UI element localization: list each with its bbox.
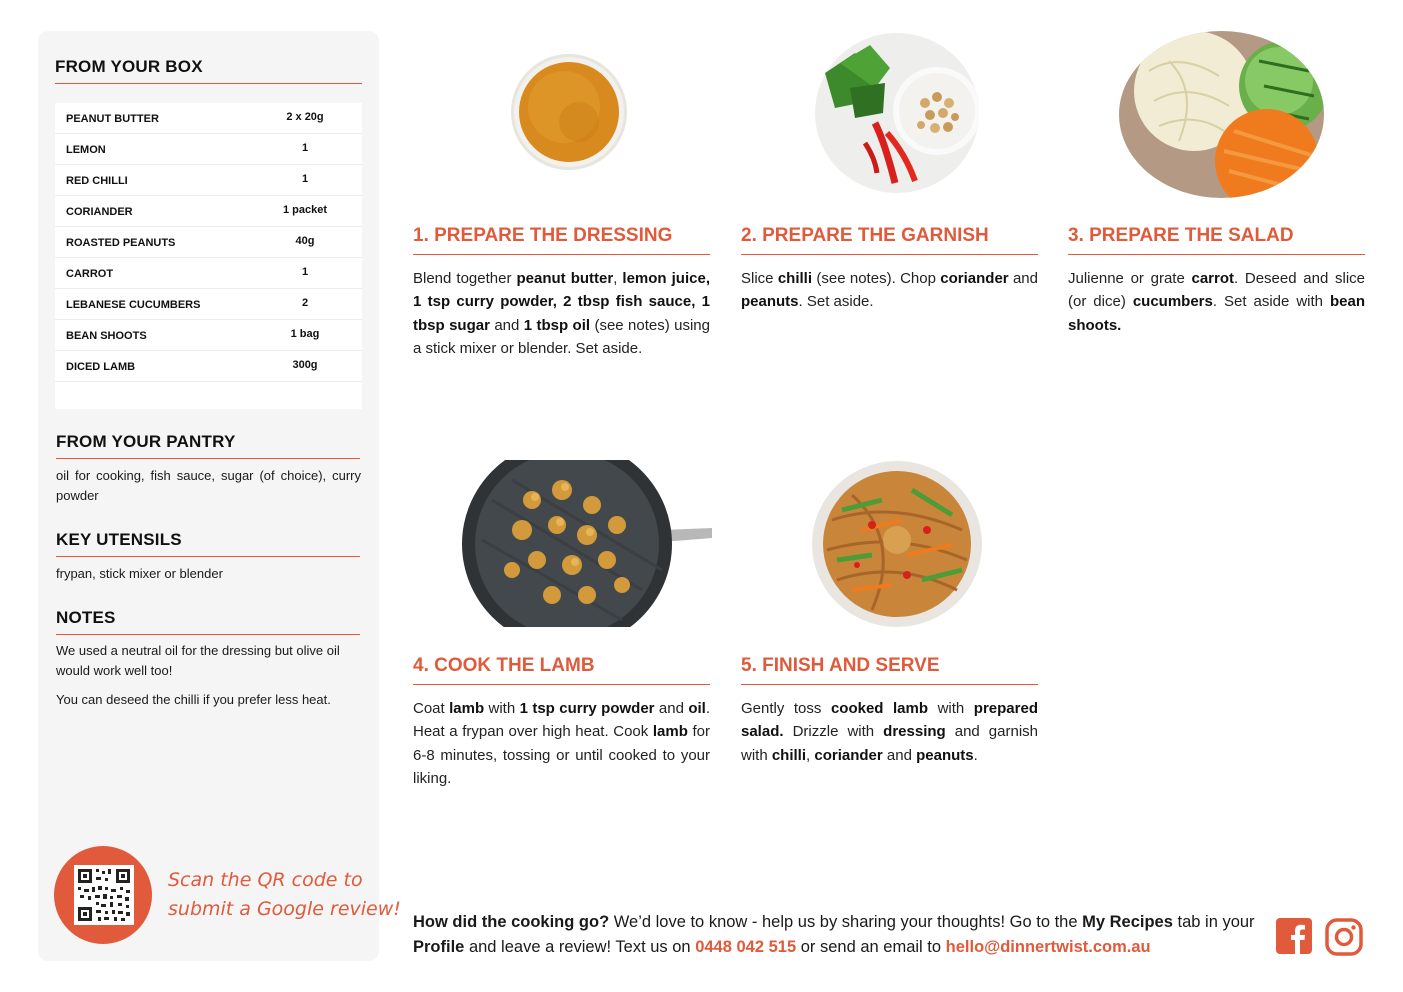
notes-title-rule xyxy=(56,634,360,635)
pantry-title-rule xyxy=(56,458,360,459)
my-recipes-link[interactable]: My Recipes xyxy=(1082,913,1173,931)
step-2-title: 2. PREPARE THE GARNISH xyxy=(741,225,989,246)
ingredient-qty: 1 xyxy=(301,173,309,185)
box-title: FROM YOUR BOX xyxy=(55,57,203,76)
note-1: We used a neutral oil for the dressing but olive oil would work well too! xyxy=(56,643,340,678)
box-title-rule xyxy=(55,83,362,84)
step-text-bold: coriander xyxy=(814,746,883,764)
utensils-title-rule xyxy=(56,556,360,557)
step-text-run: (see notes) using a stick mixer or blender. Set aside. xyxy=(413,316,710,357)
step-text-run: with xyxy=(484,700,520,717)
qr-caption-line2: submit a Google review! xyxy=(168,898,401,920)
step-text-bold: 1 tbsp oil xyxy=(523,316,591,334)
ingredient-row xyxy=(55,134,362,165)
facebook-icon[interactable] xyxy=(1276,918,1314,956)
step-text-run: , xyxy=(613,270,623,287)
step-5-rule xyxy=(741,684,1038,685)
step-text-bold: lemon juice, 1 tsp curry powder, 2 tbsp fish sauce, 1 tbsp sugar xyxy=(413,270,710,334)
step-1-title: 1. PREPARE THE DRESSING xyxy=(413,225,673,246)
ingredient-name: RED CHILLI xyxy=(66,175,128,187)
ingredient-name: CARROT xyxy=(66,268,114,280)
feedback-text-3: and leave a review! Text us on xyxy=(464,938,696,956)
step-text-bold: 1 tsp curry powder xyxy=(519,700,655,717)
ingredient-qty: 1 xyxy=(301,266,309,278)
feedback-text-2: tab in your xyxy=(1172,913,1255,931)
step-text-bold: dressing xyxy=(883,723,946,741)
step-text-run: (see notes). Chop xyxy=(812,270,941,287)
ingredient-row xyxy=(55,165,362,196)
lamb-pan-photo xyxy=(462,460,714,627)
feedback-message xyxy=(413,910,1263,960)
step-1-rule xyxy=(413,254,710,255)
ingredient-qty: 300g xyxy=(292,359,318,371)
finished-dish-photo xyxy=(812,460,982,627)
step-text-bold: peanut butter xyxy=(516,270,614,287)
step-text-bold: chilli xyxy=(777,270,813,287)
qr-caption xyxy=(168,866,401,924)
ingredient-qty: 2 x 20g xyxy=(286,111,324,123)
step-5-title: 5. FINISH AND SERVE xyxy=(741,655,940,676)
notes-title: NOTES xyxy=(56,608,116,627)
step-4-rule xyxy=(413,684,710,685)
feedback-text-4: or send an email to xyxy=(796,938,946,956)
pantry-text: oil for cooking, fish sauce, sugar (of choice), curry powder xyxy=(56,468,361,503)
ingredient-row xyxy=(55,320,362,351)
step-text-bold: peanuts xyxy=(916,746,974,764)
ingredient-row xyxy=(55,196,362,227)
step-text-bold: chilli xyxy=(771,746,807,764)
ingredient-qty: 2 xyxy=(301,297,309,309)
step-text-run: Gently toss xyxy=(741,700,831,717)
step-text-run: , xyxy=(806,746,815,764)
ingredient-name: BEAN SHOOTS xyxy=(66,330,147,342)
note-2: You can deseed the chilli if you prefer less heat. xyxy=(56,692,331,707)
email-link[interactable]: hello@dinnertwist.com.au xyxy=(945,938,1151,956)
qr-caption-line1: Scan the QR code to xyxy=(168,869,363,891)
feedback-text-1: We’d love to know - help us by sharing your thoughts! Go to the xyxy=(609,913,1083,931)
step-text-bold: prepared salad. xyxy=(741,700,1038,741)
step-text-run: Drizzle with xyxy=(783,723,884,741)
step-text-bold: cucumbers xyxy=(1132,293,1213,311)
step-text-bold: lamb xyxy=(652,723,688,741)
step-text-run: with xyxy=(928,700,974,717)
qr-code-icon[interactable] xyxy=(74,865,134,925)
step-2-rule xyxy=(741,254,1038,255)
ingredient-row xyxy=(55,289,362,320)
ingredient-name: LEMON xyxy=(66,144,106,156)
step-1-text xyxy=(413,267,710,360)
step-text-bold: bean shoots. xyxy=(1068,293,1366,334)
dressing-photo xyxy=(509,52,629,172)
ingredient-row xyxy=(55,258,362,289)
step-text-bold: peanuts xyxy=(741,293,799,311)
step-text-run: and xyxy=(489,316,524,334)
step-text-bold: carrot xyxy=(1191,270,1235,287)
ingredients-table xyxy=(55,103,362,409)
step-text-run: . Heat a frypan over high heat. Cook xyxy=(413,700,710,741)
feedback-question: How did the cooking go? xyxy=(413,913,610,931)
qr-badge xyxy=(54,846,152,944)
step-text-run: Blend together xyxy=(413,270,517,287)
step-text-run: and garnish with xyxy=(741,723,1039,764)
step-text-bold: oil xyxy=(688,700,706,717)
ingredient-name: DICED LAMB xyxy=(66,361,136,373)
step-text-run: and xyxy=(882,746,917,764)
ingredient-qty: 1 packet xyxy=(282,204,328,216)
step-2-text xyxy=(741,267,1038,314)
step-text-bold: coriander xyxy=(940,270,1009,287)
profile-link[interactable]: Profile xyxy=(413,938,465,956)
step-text-bold: cooked lamb xyxy=(830,700,929,717)
ingredient-name: LEBANESE CUCUMBERS xyxy=(66,299,201,311)
step-text-run: and xyxy=(1008,270,1038,287)
utensils-title: KEY UTENSILS xyxy=(56,530,182,549)
ingredient-row xyxy=(55,103,362,134)
garnish-photo xyxy=(815,33,979,193)
instagram-icon[interactable] xyxy=(1325,918,1363,956)
ingredient-name: ROASTED PEANUTS xyxy=(66,237,176,249)
phone-link[interactable]: 0448 042 515 xyxy=(695,938,797,956)
step-text-run: . Set aside. xyxy=(798,293,874,311)
ingredient-row xyxy=(55,227,362,258)
step-3-text xyxy=(1068,267,1365,337)
step-4-title: 4. COOK THE LAMB xyxy=(413,655,595,676)
salad-photo xyxy=(1119,31,1324,198)
ingredient-qty: 1 xyxy=(301,142,309,154)
ingredient-name: CORIANDER xyxy=(66,206,133,218)
step-text-run: Julienne or grate xyxy=(1068,270,1192,287)
step-3-title: 3. PREPARE THE SALAD xyxy=(1068,225,1294,246)
ingredient-row xyxy=(55,351,362,382)
step-3-rule xyxy=(1068,254,1365,255)
pantry-title: FROM YOUR PANTRY xyxy=(56,432,236,451)
step-text-run: and xyxy=(654,700,689,717)
ingredient-qty: 40g xyxy=(295,235,315,247)
step-text-bold: lamb xyxy=(449,700,485,717)
ingredient-qty: 1 bag xyxy=(290,328,320,340)
step-text-run: . Set aside with xyxy=(1212,293,1330,311)
step-text-run: for 6-8 minutes, tossing or until cooked to your liking. xyxy=(413,723,710,787)
utensils-text: frypan, stick mixer or blender xyxy=(56,566,223,581)
ingredient-name: PEANUT BUTTER xyxy=(66,113,159,125)
step-text-run: . Deseed and slice (or dice) xyxy=(1068,270,1365,311)
step-text-run: Coat xyxy=(413,700,450,717)
step-text-run: Slice xyxy=(741,270,778,287)
step-4-text xyxy=(413,697,710,790)
step-5-text xyxy=(741,697,1038,767)
step-text-run: . xyxy=(973,746,978,764)
